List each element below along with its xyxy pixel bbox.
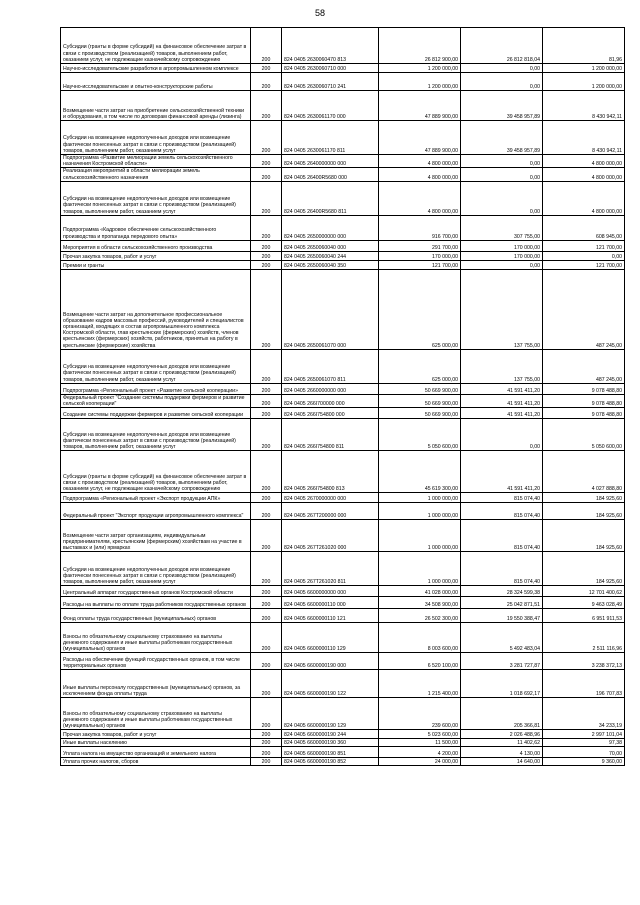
table-row xyxy=(61,419,625,451)
row-code: 824 0405 267T200000 000 xyxy=(282,503,379,520)
row-name: Субсидии на возмещение недополученных доходов или возмещение фактически понесенных затрат в связи с производством (реализацией) товаров, выполнением работ, оказанием услуг xyxy=(61,121,251,155)
row-ved: 200 xyxy=(251,730,282,739)
row-plan: 47 889 900,00 xyxy=(379,91,461,121)
row-code: 824 0405 2630060710 241 xyxy=(282,73,379,91)
row-name: Иные выплаты персоналу государственных (муниципальных) органов, за исключением фонда оплаты труда xyxy=(61,670,251,698)
row-fact: 39 458 957,89 xyxy=(461,121,543,155)
row-fact: 815 074,40 xyxy=(461,493,543,503)
row-code: 824 0405 2630061170 811 xyxy=(282,121,379,155)
row-fact: 137 755,00 xyxy=(461,349,543,383)
row-name: Субсидии на возмещение недополученных доходов или возмещение фактически понесенных затрат в связи с производством (реализацией) товаров, выполнением работ, оказанием услуг xyxy=(61,349,251,383)
row-name: Расходы на выплаты по оплате труда работников государственных органов xyxy=(61,597,251,609)
row-code: 824 0405 2660000000 000 xyxy=(282,383,379,394)
row-name: Создание системы поддержки фермеров и развитие сельской кооперации xyxy=(61,408,251,419)
row-plan: 1 200 000,00 xyxy=(379,64,461,73)
row-plan: 47 889 900,00 xyxy=(379,121,461,155)
row-plan: 121 700,00 xyxy=(379,260,461,269)
row-name: Субсидии на возмещение недополученных доходов или возмещение фактически понесенных затрат в связи с производством (реализацией) товаров, выполнением работ, оказанием услуг xyxy=(61,181,251,215)
table-row xyxy=(61,260,625,269)
table-row xyxy=(61,586,625,597)
row-ved: 200 xyxy=(251,520,282,552)
row-rest: 70,00 xyxy=(543,747,625,758)
row-fact: 815 074,40 xyxy=(461,503,543,520)
row-ved: 200 xyxy=(251,215,282,240)
table-row xyxy=(61,653,625,670)
row-code: 824 0405 266I754800 813 xyxy=(282,451,379,493)
row-rest: 81,96 xyxy=(543,28,625,64)
row-name: Фонд оплаты труда государственных (муниципальных) органов xyxy=(61,609,251,623)
row-code: 824 0405 6600000190 852 xyxy=(282,758,379,766)
row-fact: 170 000,00 xyxy=(461,240,543,251)
row-rest: 34 233,19 xyxy=(543,698,625,730)
row-plan: 1 000 000,00 xyxy=(379,493,461,503)
row-fact: 205 366,81 xyxy=(461,698,543,730)
row-name: Субсидии на возмещение недополученных доходов или возмещение фактически понесенных затрат в связи с производством (реализацией) товаров, выполнением работ, оказанием услуг xyxy=(61,419,251,451)
row-ved: 200 xyxy=(251,586,282,597)
row-code: 824 0405 2650060040 000 xyxy=(282,240,379,251)
row-ved: 200 xyxy=(251,419,282,451)
table-row xyxy=(61,394,625,407)
row-fact: 307 755,00 xyxy=(461,215,543,240)
row-plan: 5 023 600,00 xyxy=(379,730,461,739)
row-fact: 41 591 411,20 xyxy=(461,383,543,394)
row-ved: 200 xyxy=(251,623,282,653)
row-name: Мероприятия в области сельскохозяйственного производства xyxy=(61,240,251,251)
table-row xyxy=(61,91,625,121)
row-code: 824 0405 6600000190 851 xyxy=(282,747,379,758)
row-plan: 26 812 900,00 xyxy=(379,28,461,64)
row-name: Взносы по обязательному социальному страхованию на выплаты денежного содержания и иные выплаты работникам государственных (муниципальных) органов xyxy=(61,698,251,730)
row-ved: 200 xyxy=(251,240,282,251)
table-row xyxy=(61,739,625,747)
row-rest: 1 200 000,00 xyxy=(543,73,625,91)
row-plan: 625 000,00 xyxy=(379,269,461,349)
row-name: Федеральный проект "Создание системы поддержки фермеров и развитие сельской кооперации" xyxy=(61,394,251,407)
row-plan: 1 215 400,00 xyxy=(379,670,461,698)
row-plan: 916 700,00 xyxy=(379,215,461,240)
row-fact: 0,00 xyxy=(461,260,543,269)
row-ved: 200 xyxy=(251,653,282,670)
table-row xyxy=(61,597,625,609)
table-row xyxy=(61,155,625,168)
row-ved: 200 xyxy=(251,670,282,698)
row-fact: 815 074,40 xyxy=(461,520,543,552)
row-fact: 0,00 xyxy=(461,419,543,451)
table-row xyxy=(61,121,625,155)
row-ved: 200 xyxy=(251,181,282,215)
row-fact: 26 812 818,04 xyxy=(461,28,543,64)
row-name: Прочая закупка товаров, работ и услуг xyxy=(61,251,251,260)
row-plan: 6 520 100,00 xyxy=(379,653,461,670)
row-ved: 200 xyxy=(251,698,282,730)
table-row xyxy=(61,552,625,586)
row-rest: 487 245,00 xyxy=(543,269,625,349)
table-row xyxy=(61,451,625,493)
row-ved: 200 xyxy=(251,609,282,623)
row-plan: 239 600,00 xyxy=(379,698,461,730)
row-plan: 8 003 600,00 xyxy=(379,623,461,653)
row-code: 824 0405 2650061070 000 xyxy=(282,269,379,349)
row-name: Возмещение части затрат на приобретение сельскохозяйственной техники и оборудования, в том числе по договорам финансовой аренды (лизинга) xyxy=(61,91,251,121)
row-ved: 200 xyxy=(251,394,282,407)
row-plan: 50 669 900,00 xyxy=(379,383,461,394)
row-rest: 0,00 xyxy=(543,251,625,260)
row-name: Субсидии (гранты в форме субсидий) на финансовое обеспечение затрат в связи с производством (реализацией) товаров, выполнением работ, оказанием услуг, не подлежащие казначейскому сопровождению xyxy=(61,451,251,493)
table-row xyxy=(61,493,625,503)
row-ved: 200 xyxy=(251,747,282,758)
row-plan: 50 669 900,00 xyxy=(379,394,461,407)
row-plan: 625 000,00 xyxy=(379,349,461,383)
row-code: 824 0405 2650000000 000 xyxy=(282,215,379,240)
row-rest: 2 997 101,04 xyxy=(543,730,625,739)
row-code: 824 0405 6600000110 129 xyxy=(282,623,379,653)
row-fact: 1 018 692,17 xyxy=(461,670,543,698)
table-row xyxy=(61,698,625,730)
row-rest: 121 700,00 xyxy=(543,240,625,251)
row-ved: 200 xyxy=(251,121,282,155)
row-fact: 39 458 957,89 xyxy=(461,91,543,121)
row-fact: 137 755,00 xyxy=(461,269,543,349)
row-ved: 200 xyxy=(251,260,282,269)
table-row xyxy=(61,73,625,91)
table-row xyxy=(61,520,625,552)
row-ved: 200 xyxy=(251,758,282,766)
row-code: 824 0405 2650061070 811 xyxy=(282,349,379,383)
row-rest: 184 925,60 xyxy=(543,552,625,586)
row-plan: 41 028 000,00 xyxy=(379,586,461,597)
row-name: Субсидии на возмещение недополученных доходов или возмещение фактически понесенных затрат в связи с производством (реализацией) товаров, выполнением работ, оказанием услуг xyxy=(61,552,251,586)
row-ved: 200 xyxy=(251,269,282,349)
row-code: 824 0405 26400R5680 811 xyxy=(282,181,379,215)
table-row xyxy=(61,747,625,758)
row-rest: 1 200 000,00 xyxy=(543,64,625,73)
table-row xyxy=(61,730,625,739)
row-rest: 9 078 488,80 xyxy=(543,383,625,394)
table-row xyxy=(61,215,625,240)
row-plan: 5 050 600,00 xyxy=(379,419,461,451)
table-row xyxy=(61,349,625,383)
row-plan: 1 000 000,00 xyxy=(379,552,461,586)
row-name: Возмещение части затрат на дополнительное профессиональное образование кадров массовых профессий, руководителей и специалистов организаций, входящих в состав агропромышленного комплекса Костромской области, глав крестьянских (фермерских) хозяйств, членов крестьянских (фермерских) хозяйств, работников, принятых на работу в крестьянские (фермерские) хозяйства xyxy=(61,269,251,349)
row-rest: 3 238 372,13 xyxy=(543,653,625,670)
row-name: Уплата прочих налогов, сборов xyxy=(61,758,251,766)
row-rest: 196 707,83 xyxy=(543,670,625,698)
row-code: 824 0405 267T261020 811 xyxy=(282,552,379,586)
table-row xyxy=(61,28,625,64)
table-row xyxy=(61,168,625,181)
row-plan: 34 508 900,00 xyxy=(379,597,461,609)
row-name: Премии и гранты xyxy=(61,260,251,269)
table-row xyxy=(61,240,625,251)
row-code: 824 0405 2640000000 000 xyxy=(282,155,379,168)
row-code: 824 0405 266I754800 000 xyxy=(282,408,379,419)
row-rest: 2 511 116,96 xyxy=(543,623,625,653)
row-rest: 4 027 888,80 xyxy=(543,451,625,493)
row-rest: 608 945,00 xyxy=(543,215,625,240)
row-rest: 4 800 000,00 xyxy=(543,168,625,181)
row-fact: 815 074,40 xyxy=(461,552,543,586)
row-code: 824 0405 6600000110 000 xyxy=(282,597,379,609)
row-fact: 41 591 411,20 xyxy=(461,451,543,493)
budget-table xyxy=(60,27,625,766)
row-ved: 200 xyxy=(251,503,282,520)
table-row xyxy=(61,251,625,260)
table-row xyxy=(61,64,625,73)
row-rest: 97,38 xyxy=(543,739,625,747)
row-plan: 45 619 300,00 xyxy=(379,451,461,493)
row-plan: 1 000 000,00 xyxy=(379,520,461,552)
row-rest: 184 925,60 xyxy=(543,520,625,552)
row-code: 824 0405 6600000190 360 xyxy=(282,739,379,747)
row-fact: 0,00 xyxy=(461,73,543,91)
row-ved: 200 xyxy=(251,28,282,64)
row-rest: 9 078 488,80 xyxy=(543,394,625,407)
row-fact: 0,00 xyxy=(461,155,543,168)
row-code: 824 0405 267T261020 000 xyxy=(282,520,379,552)
row-name: Расходы на обеспечение функций государственных органов, в том числе территориальных органов xyxy=(61,653,251,670)
table-row xyxy=(61,383,625,394)
table-row xyxy=(61,503,625,520)
row-fact: 41 591 411,20 xyxy=(461,408,543,419)
row-code: 824 0405 2630060470 813 xyxy=(282,28,379,64)
row-ved: 200 xyxy=(251,408,282,419)
row-rest: 5 050 600,00 xyxy=(543,419,625,451)
table-row xyxy=(61,269,625,349)
row-plan: 24 000,00 xyxy=(379,758,461,766)
row-rest: 8 430 942,11 xyxy=(543,91,625,121)
row-plan: 50 669 900,00 xyxy=(379,408,461,419)
row-plan: 1 000 000,00 xyxy=(379,503,461,520)
row-fact: 4 130,00 xyxy=(461,747,543,758)
row-rest: 4 800 000,00 xyxy=(543,181,625,215)
row-ved: 200 xyxy=(251,739,282,747)
row-name: Взносы по обязательному социальному страхованию на выплаты денежного содержания и иные выплаты работникам государственных (муниципальных) органов xyxy=(61,623,251,653)
row-ved: 200 xyxy=(251,73,282,91)
row-rest: 4 800 000,00 xyxy=(543,155,625,168)
row-ved: 200 xyxy=(251,552,282,586)
row-fact: 3 281 727,87 xyxy=(461,653,543,670)
row-fact: 0,00 xyxy=(461,64,543,73)
table-row xyxy=(61,181,625,215)
row-rest: 8 430 942,11 xyxy=(543,121,625,155)
row-fact: 0,00 xyxy=(461,168,543,181)
row-code: 824 0405 26400R5680 000 xyxy=(282,168,379,181)
row-name: Подпрограмма «Региональный проект «Экспорт продукции АПК» xyxy=(61,493,251,503)
row-fact: 2 026 488,96 xyxy=(461,730,543,739)
row-ved: 200 xyxy=(251,64,282,73)
row-ved: 200 xyxy=(251,493,282,503)
row-code: 824 0405 6600000190 000 xyxy=(282,653,379,670)
row-plan: 1 200 000,00 xyxy=(379,73,461,91)
row-name: Возмещение части затрат организациям, индивидуальным предпринимателям, крестьянским (фермерским) хозяйствам на участие в выставках и (или) ярмарках xyxy=(61,520,251,552)
row-code: 824 0405 2630061170 000 xyxy=(282,91,379,121)
row-ved: 200 xyxy=(251,168,282,181)
row-name: Реализация мероприятий в области мелиорации земель сельскохозяйственного назначения xyxy=(61,168,251,181)
table-row xyxy=(61,609,625,623)
row-name: Иные выплаты населению xyxy=(61,739,251,747)
row-ved: 200 xyxy=(251,251,282,260)
row-name: Субсидии (гранты в форме субсидий) на финансовое обеспечение затрат в связи с производством (реализацией) товаров, выполнением работ, оказанием услуг, не подлежащие казначейскому сопровождению xyxy=(61,28,251,64)
row-rest: 487 245,00 xyxy=(543,349,625,383)
row-ved: 200 xyxy=(251,383,282,394)
row-code: 824 0405 6600000000 000 xyxy=(282,586,379,597)
row-name: Подпрограмма «Развитие мелиорации земель сельскохозяйственного назначения Костромской области» xyxy=(61,155,251,168)
row-plan: 4 800 000,00 xyxy=(379,155,461,168)
row-ved: 200 xyxy=(251,349,282,383)
row-ved: 200 xyxy=(251,597,282,609)
row-rest: 12 701 400,62 xyxy=(543,586,625,597)
row-code: 824 0405 2630060710 000 xyxy=(282,64,379,73)
page-number: 58 xyxy=(314,8,325,18)
row-name: Подпрограмма «Региональный проект «Развитие сельской кооперации» xyxy=(61,383,251,394)
table-row xyxy=(61,623,625,653)
row-plan: 170 000,00 xyxy=(379,251,461,260)
row-fact: 11 402,62 xyxy=(461,739,543,747)
row-plan: 4 200,00 xyxy=(379,747,461,758)
table-row xyxy=(61,758,625,766)
row-code: 824 0405 6600000110 121 xyxy=(282,609,379,623)
row-name: Подпрограмма «Кадровое обеспечение сельскохозяйственного производства и пропаганда передового опыта» xyxy=(61,215,251,240)
row-name: Прочая закупка товаров, работ и услуг xyxy=(61,730,251,739)
row-rest: 9 078 488,80 xyxy=(543,408,625,419)
row-plan: 26 502 300,00 xyxy=(379,609,461,623)
row-rest: 6 951 911,53 xyxy=(543,609,625,623)
row-rest: 184 925,60 xyxy=(543,503,625,520)
row-fact: 41 591 411,20 xyxy=(461,394,543,407)
row-ved: 200 xyxy=(251,91,282,121)
row-fact: 28 324 599,38 xyxy=(461,586,543,597)
row-code: 824 0405 6600000190 244 xyxy=(282,730,379,739)
row-fact: 170 000,00 xyxy=(461,251,543,260)
row-name: Центральный аппарат государственных органов Костромской области xyxy=(61,586,251,597)
row-fact: 25 042 871,51 xyxy=(461,597,543,609)
row-code: 824 0405 266I754800 811 xyxy=(282,419,379,451)
table-row xyxy=(61,408,625,419)
row-code: 824 0405 2650060040 350 xyxy=(282,260,379,269)
row-name: Федеральный проект "Экспорт продукции агропромышленного комплекса" xyxy=(61,503,251,520)
row-name: Уплата налога на имущество организаций и земельного налога xyxy=(61,747,251,758)
row-code: 824 0405 266I700000 000 xyxy=(282,394,379,407)
row-fact: 19 550 388,47 xyxy=(461,609,543,623)
row-fact: 0,00 xyxy=(461,181,543,215)
row-fact: 5 492 483,04 xyxy=(461,623,543,653)
row-code: 824 0405 6600000190 122 xyxy=(282,670,379,698)
row-plan: 4 800 000,00 xyxy=(379,168,461,181)
table-row xyxy=(61,670,625,698)
row-name: Научно-исследовательские разработки в агропромышленном комплексе xyxy=(61,64,251,73)
row-rest: 184 925,60 xyxy=(543,493,625,503)
row-fact: 14 640,00 xyxy=(461,758,543,766)
row-name: Научно-исследовательские и опытно-конструкторские работы xyxy=(61,73,251,91)
row-rest: 9 360,00 xyxy=(543,758,625,766)
row-rest: 9 463 028,49 xyxy=(543,597,625,609)
row-ved: 200 xyxy=(251,155,282,168)
row-code: 824 0405 6600000190 129 xyxy=(282,698,379,730)
row-code: 824 0405 2670000000 000 xyxy=(282,493,379,503)
row-ved: 200 xyxy=(251,451,282,493)
row-code: 824 0405 2650060040 244 xyxy=(282,251,379,260)
row-plan: 4 800 000,00 xyxy=(379,181,461,215)
row-rest: 121 700,00 xyxy=(543,260,625,269)
row-plan: 11 500,00 xyxy=(379,739,461,747)
row-plan: 291 700,00 xyxy=(379,240,461,251)
